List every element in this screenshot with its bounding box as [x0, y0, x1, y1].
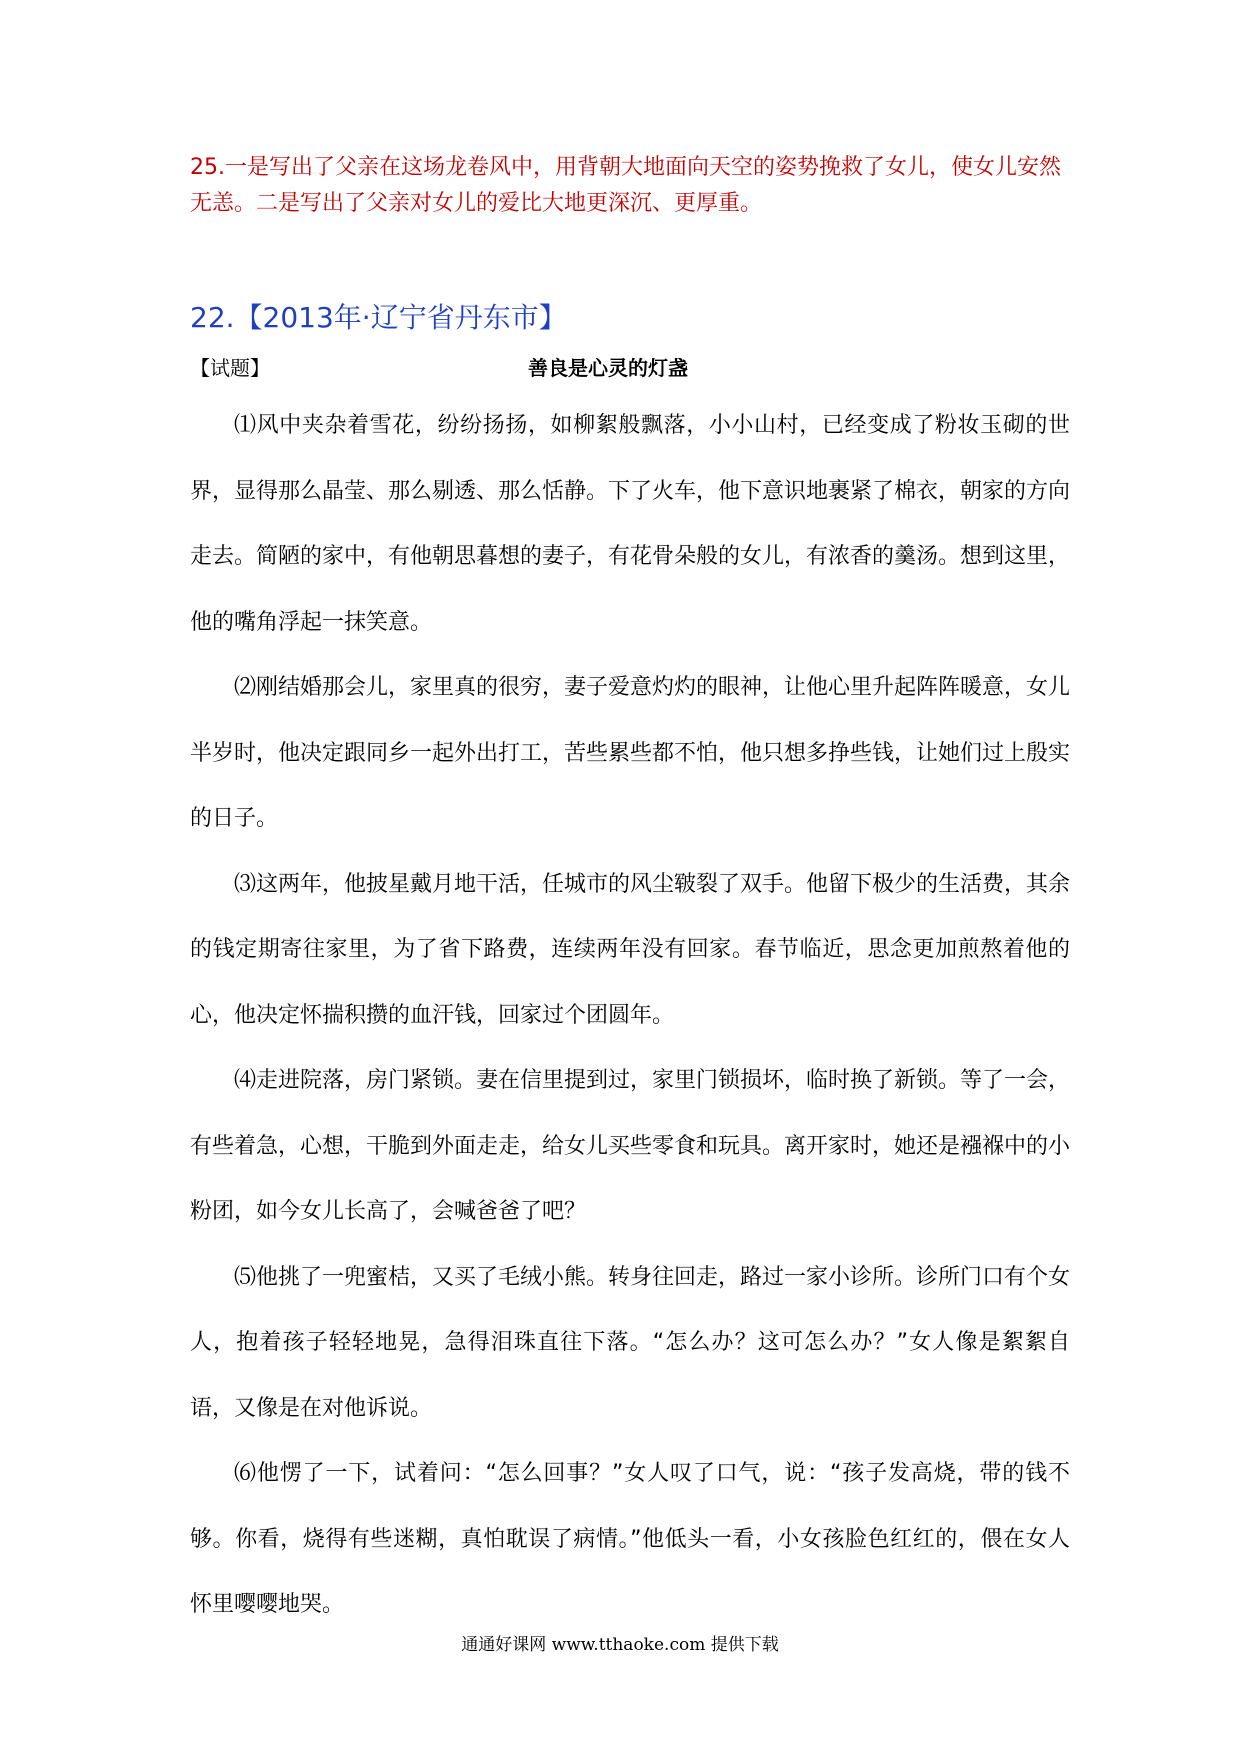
answer-text: 25.一是写出了父亲在这场龙卷风中，用背朝大地面向天空的姿势挽救了女儿，使女儿安然无恙。二是写出了父亲对女儿的爱比大地更深沉、更厚重。	[190, 155, 1061, 216]
passage-title: 善良是心灵的灯盏	[528, 356, 688, 380]
page-footer: 通通好课网 www.tthaoke.com 提供下载	[461, 1635, 779, 1655]
question-label: 【试题】	[190, 356, 270, 380]
passage-body	[190, 393, 1070, 1638]
paragraph-3: ⑶这两年，他披星戴月地干活，任城市的风尘皲裂了双手。他留下极少的生活费，其余的钱定期寄往家里，为了省下路费，连续两年没有回家。春节临近，思念更加煎熬着他的心，他决定怀揣积攒的血汗钱，回家过个团圆年。	[190, 871, 1071, 1028]
paragraph-5: ⑸他挑了一兜蜜桔，又买了毛绒小熊。转身往回走，路过一家小诊所。诊所门口有个女人，抱着孩子轻轻地晃，急得泪珠直往下落。“怎么办？这可怎么办？”女人像是絮絮自语，又像是在对他诉说。	[190, 1264, 1071, 1421]
paragraph-6: ⑹他愣了一下，试着问：“怎么回事？”女人叹了口气，说：“孩子发高烧，带的钱不够。你看，烧得有些迷糊，真怕耽误了病情。”他低头一看，小女孩脸色红红的，偎在女人怀里嘤嘤地哭。	[190, 1461, 1070, 1617]
question-subheading	[190, 352, 1070, 382]
paragraph-4: ⑷走进院落，房门紧锁。妻在信里提到过，家里门锁损坏，临时换了新锁。等了一会，有些着急，心想，干脆到外面走走，给女儿买些零食和玩具。离开家时，她还是襁褓中的小粉团，如今女儿长高了，会喊爸爸了吧？	[190, 1068, 1071, 1224]
section-heading: 22.【2013年·辽宁省丹东市】	[190, 301, 567, 334]
paragraph-2: ⑵刚结婚那会儿，家里真的很穷，妻子爱意灼灼的眼神，让他心里升起阵阵暖意，女儿半岁时，他决定跟同乡一起外出打工，苦些累些都不怕，他只想多挣些钱，让她们过上殷实的日子。	[190, 675, 1071, 831]
paragraph-1: ⑴风中夹杂着雪花，纷纷扬扬，如柳絮般飘落，小小山村，已经变成了粉妆玉砌的世界，显得那么晶莹、那么剔透、那么恬静。下了火车，他下意识地裹紧了棉衣，朝家的方向走去。简陋的家中，有他朝思暮想的妻子，有花骨朵般的女儿，有浓香的羹汤。想到这里，他的嘴角浮起一抹笑意。	[190, 413, 1071, 635]
